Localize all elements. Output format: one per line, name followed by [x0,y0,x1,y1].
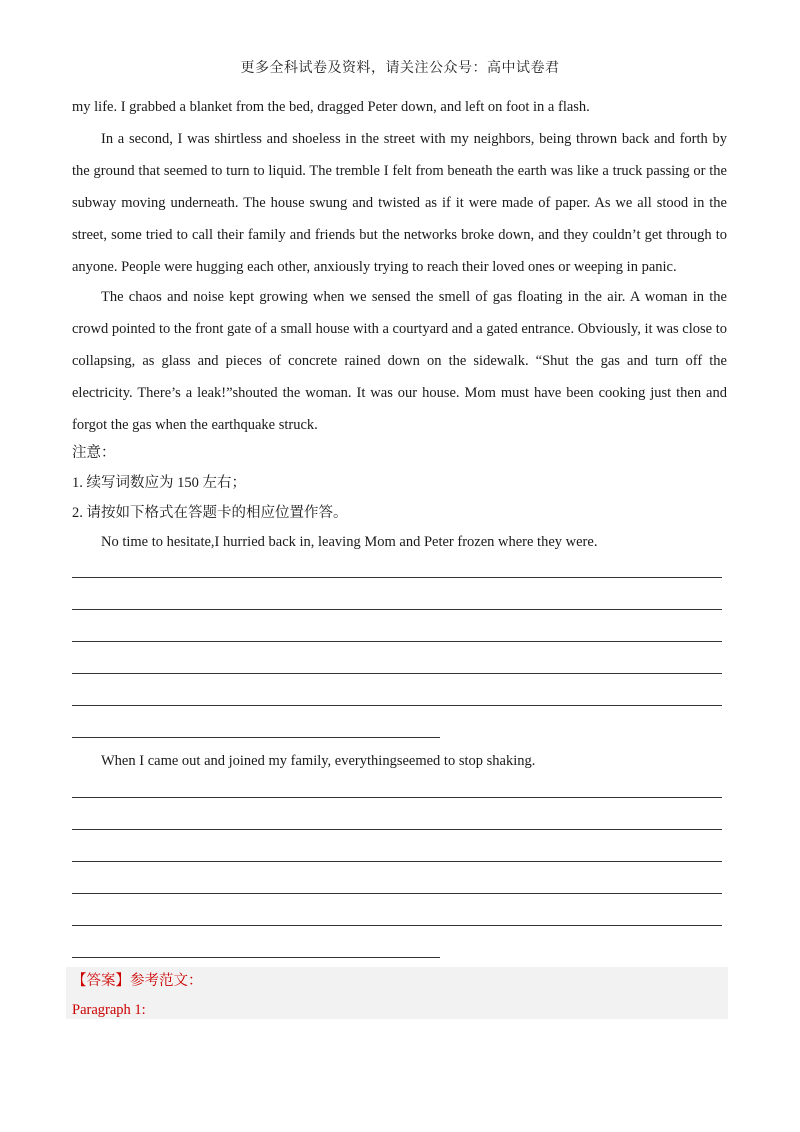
passage-paragraph-1: In a second, I was shirtless and shoeless in the street with my neighbors, being thrown back and forth by the ground that seemed to turn to liquid. The tremble I felt from beneath the earth was like a truck passing or the subway moving underneath. The house swung and twisted as if it were made of paper. As we all stood in the street, some tried to call their family and friends but the networks broke down, and they couldn’t get through to anyone. People were hugging each other, anxiously trying to reach their loved ones or weeping in panic. [72,131,727,275]
answer-line [72,861,722,862]
answer-line [72,705,722,706]
answer-line [72,829,722,830]
answer-label: 【答案】参考范文： [72,973,203,989]
answer-line [72,957,440,958]
answer-line [72,641,722,642]
answer-line [72,737,440,738]
continuation-prompt-1: No time to hesitate,I hurried back in, leaving Mom and Peter frozen where they were. [101,534,598,550]
answer-line [72,925,722,926]
answer-line [72,673,722,674]
notes-item-2: 2. 请按如下格式在答题卡的相应位置作答。 [72,505,348,521]
page-header: 更多全科试卷及资料，请关注公众号：高中试卷君 [240,61,560,76]
answer-line [72,797,722,798]
passage-paragraph-0: my life. I grabbed a blanket from the bed, dragged Peter down, and left on foot in a flash. [72,99,590,115]
answer-line [72,609,722,610]
passage-paragraph-2: The chaos and noise kept growing when we sensed the smell of gas floating in the air. A woman in the crowd pointed to the front gate of a small house with a courtyard and a gated entrance. Obviously, it was close to collapsing, as glass and pieces of concrete rained down on the sidewalk. “Shut the gas and turn off the electricity. There’s a leak!”shouted the woman. It was our house. Mom must have been cooking just then and forgot the gas when the earthquake struck. [72,289,727,433]
answer-line [72,577,722,578]
notes-title: 注意： [72,445,116,461]
continuation-prompt-2: When I came out and joined my family, everythingseemed to stop shaking. [101,753,536,769]
answer-paragraph-label: Paragraph 1: [72,1002,146,1018]
answer-line [72,893,722,894]
notes-item-1: 1. 续写词数应为 150 左右； [72,475,246,491]
